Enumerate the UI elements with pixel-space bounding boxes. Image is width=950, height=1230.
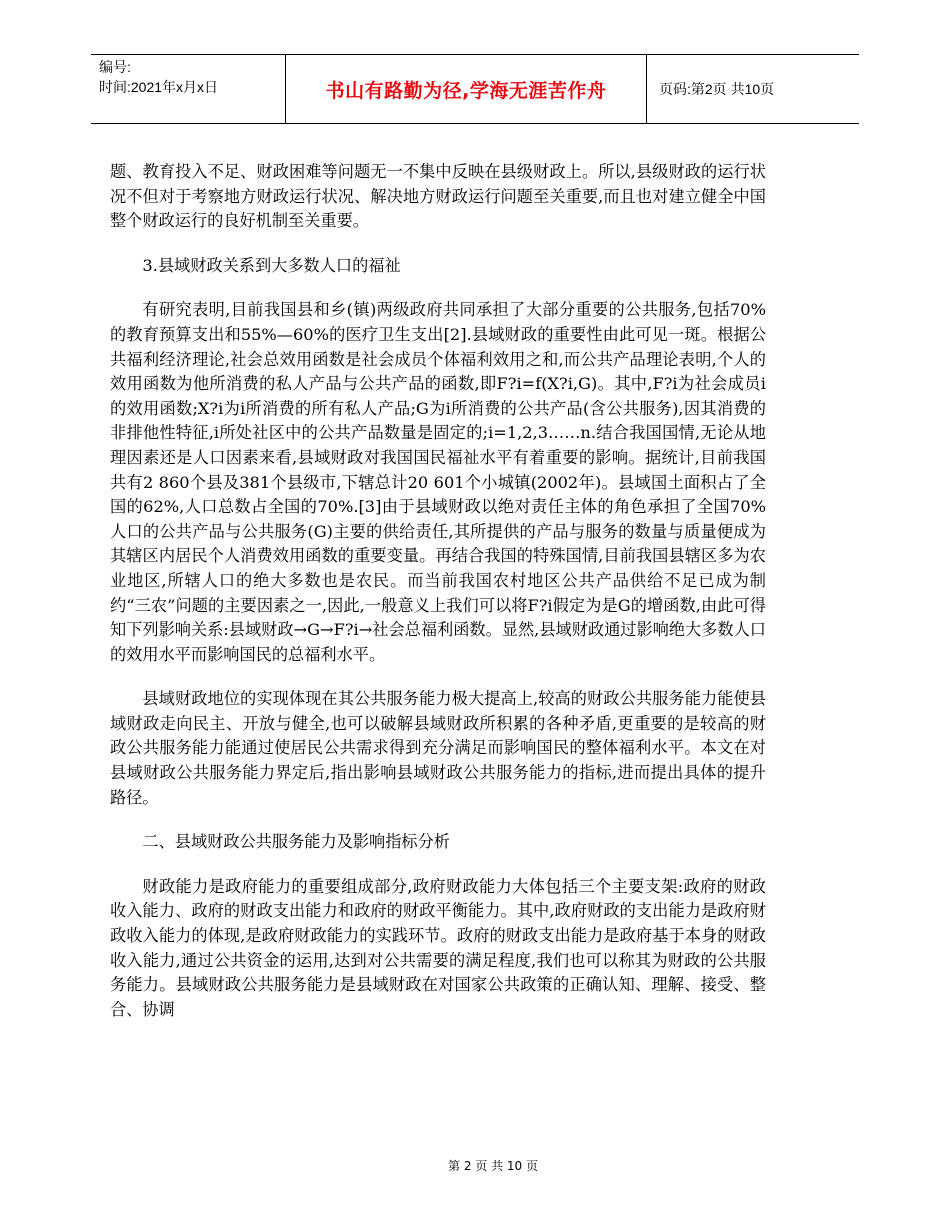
page-footer: 第 2 页 共 10 页 [448, 1159, 538, 1173]
paragraph-welfare: 有研究表明,目前我国县和乡(镇)两级政府共同承担了大部分重要的公共服务,包括70%的教育预算支出和55%—60%的医疗卫生支出[2].县域财政的重要性由此可见一斑。根据公共福利经济理论,社会总效用函数是社会成员个体福利效用之和,而公共产品理论表明,个人的效用函数为他所消费的私人产品与公共产品的函数,即F?i=f(X?i,G)。其中,F?i为社会成员i的效用函数;X?i为i所消费的所有私人产品;G为i所消费的公共产品(含公共服务),因其消费的非排他性特征,i所处社区中的公共产品数量是固定的;i=1,2,3……n.结合我国国情,无论从地理因素还是人口因素来看,县域财政对我国国民福祉水平有着重要的影响。据统计,目前我国共有2 860个县及381个县级市,下辖总计20 601个小城镇(2002年)。县域国土面积占了全国的62%,人口总数占全国的70%.[3]由于县域财政以绝对责任主体的角色承担了全国70%人口的公共产品与公共服务(G)主要的供给责任,其所提供的产品与服务的数量与质量便成为其辖区内居民个人消费效用函数的重要变量。再结合我国的特殊国情,目前我国县辖区多为农业地区,所辖人口的绝大多数也是农民。而当前我国农村地区公共产品供给不足已成为制约“三农”问题的主要因素之一,因此,一般意义上我们可以将F?i假定为是G的增函数,由此可得知下列影响关系:县域财政→G→F?i→社会总福利函数。显然,县域财政通过影响绝大多数人口的效用水平而影响国民的总福利水平。 [110, 300, 766, 664]
paragraph-continuation: 题、教育投入不足、财政困难等问题无一不集中反映在县级财政上。所以,县级财政的运行状况不但对于考察地方财政运行状况、解决地方财政运行问题至关重要,而且也对建立健全中国整个财政运行的良好机制至关重要。 [110, 162, 766, 231]
header-page-info: 页码:第2页 共10页 [659, 81, 775, 97]
paragraph-status: 县域财政地位的实现体现在其公共服务能力极大提高上,较高的财政公共服务能力能使县域财政走向民主、开放与健全,也可以破解县域财政所积累的各种矛盾,更重要的是较高的财政公共服务能力能通过使居民公共需求得到充分满足而影响国民的整体福利水平。本文在对县域财政公共服务能力界定后,指出影响县域财政公共服务能力的指标,进而提出具体的提升路径。 [110, 689, 766, 807]
header-motto: 书山有路勤为径,学海无涯苦作舟 [285, 55, 647, 123]
document-number-label: 编号: [99, 59, 131, 75]
page-header [91, 54, 859, 124]
section-heading-2: 二、县域财政公共服务能力及影响指标分析 [142, 832, 450, 852]
document-time-label: 时间:2021年x月x日 [99, 79, 219, 95]
section-heading-3: 3.县域财政关系到大多数人口的福祉 [142, 255, 401, 275]
header-meta [91, 55, 285, 123]
paragraph-fiscal-capacity: 财政能力是政府能力的重要组成部分,政府财政能力大体包括三个主要支架:政府的财政收入能力、政府的财政支出能力和政府的财政平衡能力。其中,政府财政的支出能力是政府财政收入能力的体现,是政府财政能力的实践环节。政府的财政支出能力是政府基于本身的财政收入能力,通过公共资金的运用,达到对公共需要的满足程度,我们也可以称其为财政的公共服务能力。县域财政公共服务能力是县域财政在对国家公共政策的正确认知、理解、接受、整合、协调 [110, 876, 766, 1019]
document-body [110, 160, 766, 1022]
